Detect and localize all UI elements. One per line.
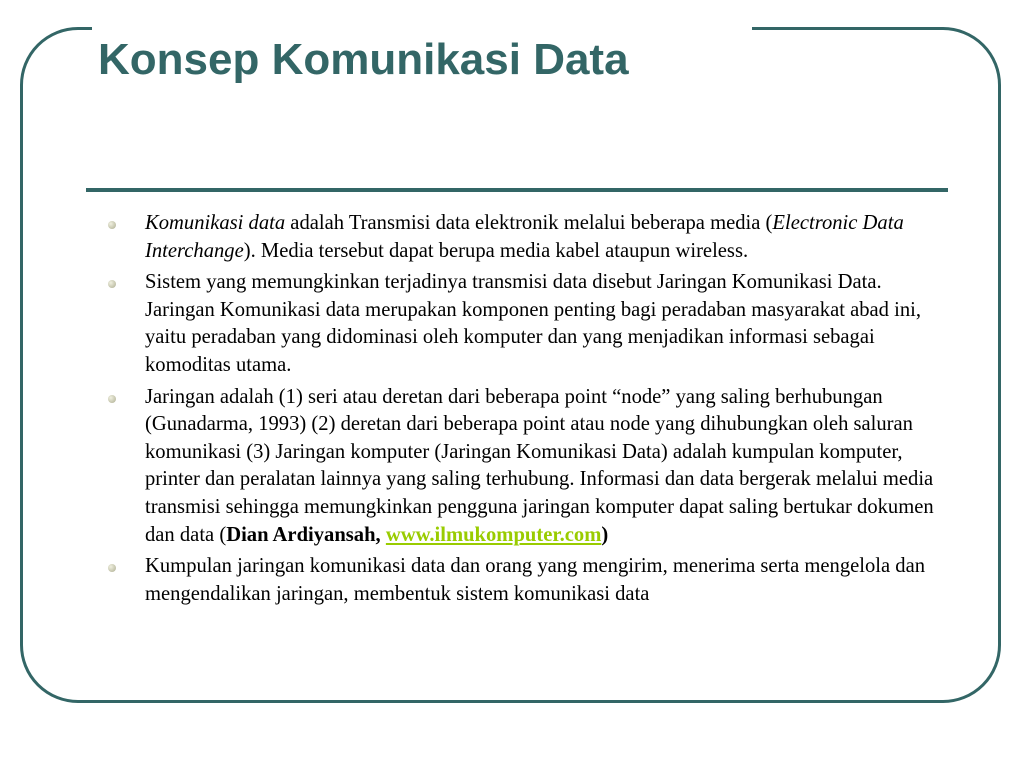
- bullet-list: [108, 210, 938, 612]
- bullet-text: Sistem yang memungkinkan terjadinya transmisi data disebut Jaringan Komunikasi Data. Jaringan Komunikasi data merupakan komponen penting bagi peradaban masyarakat abad ini, yaitu peradaban yang didominasi oleh komputer dan yang menjadikan informasi sebagai komoditas utama.: [145, 271, 922, 376]
- bullet-text: [145, 386, 934, 546]
- source-close: ): [601, 523, 609, 546]
- bullet-icon: [108, 221, 116, 229]
- bullet-text-part: adalah Transmisi data elektronik melalui beberapa media (: [285, 212, 773, 234]
- bullet-item: [108, 553, 938, 608]
- term-komunikasi-data: Komunikasi data: [145, 212, 286, 234]
- bullet-icon: [108, 395, 116, 403]
- bullet-item: [108, 384, 938, 550]
- bullet-text: [145, 212, 904, 262]
- bullet-icon: [108, 280, 116, 288]
- bullet-text: Kumpulan jaringan komunikasi data dan orang yang mengirim, menerima serta mengelola dan mengendalikan jaringan, membentuk sistem komunikasi data: [145, 555, 926, 605]
- source-author: Dian Ardiyansah,: [226, 523, 381, 546]
- bullet-item: [108, 269, 938, 379]
- source-link[interactable]: www.ilmukomputer.com: [385, 523, 602, 546]
- title-divider: [86, 188, 948, 192]
- bullet-icon: [108, 564, 116, 572]
- slide-title: Konsep Komunikasi Data: [98, 35, 629, 84]
- bullet-text-part: Jaringan adalah (1) seri atau deretan dari beberapa point “node” yang saling berhubungan (Gunadarma, 1993) (2) deretan dari beberapa point atau node yang dihubungkan oleh saluran komunikasi (3) Jaringan komputer (Jaringan Komunikasi Data) adalah kumpulan komputer, printer dan peralatan lainnya yang saling terhubung. Informasi dan data bergerak melalui media transmisi sehingga memungkinkan pengguna jaringan komputer dapat saling bertukar dokumen dan data (: [145, 385, 934, 546]
- bullet-text-part: ). Media tersebut dapat berupa media kabel ataupun wireless.: [243, 239, 749, 262]
- term-edi: Electronic Data Interchange: [145, 212, 904, 262]
- bullet-item: [108, 210, 938, 265]
